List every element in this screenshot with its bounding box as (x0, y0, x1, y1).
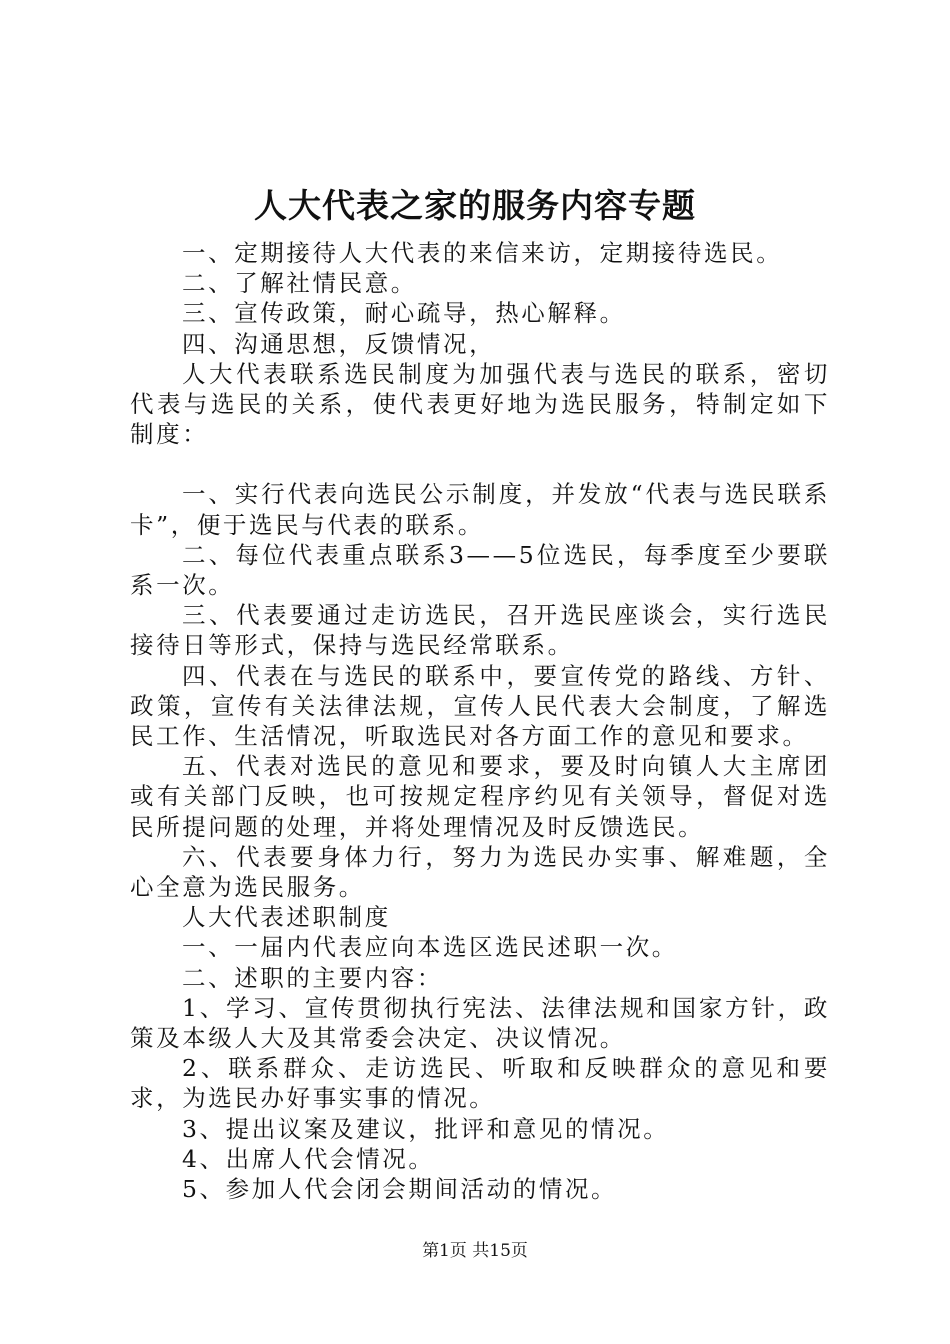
list-item: 2、联系群众、走访选民、听取和反映群众的意见和要求，为选民办好事实事的情况。 (130, 1054, 830, 1113)
document-title: 人大代表之家的服务内容专题 (254, 186, 696, 225)
paragraph: 三、代表要通过走访选民，召开选民座谈会，实行选民接待日等形式，保持与选民经常联系。 (130, 601, 830, 660)
paragraph: 二、述职的主要内容： (182, 963, 443, 992)
paragraph: 五、代表对选民的意见和要求，要及时向镇人大主席团或有关部门反映，也可按规定程序约见有关领导，督促对选民所提问题的处理，并将处理情况及时反馈选民。 (130, 752, 830, 841)
paragraph: 四、代表在与选民的联系中，要宣传党的路线、方针、政策，宣传有关法律法规，宣传人民代表大会制度，了解选民工作、生活情况，听取选民对各方面工作的意见和要求。 (130, 661, 830, 751)
paragraph: 六、代表要身体力行，努力为选民办实事、解难题，全心全意为选民服务。 (130, 842, 830, 902)
paragraph: 人大代表联系选民制度为加强代表与选民的联系，密切代表与选民的关系，使代表更好地为选民服务，特制定如下制度： (130, 359, 830, 449)
paragraph: 二、每位代表重点联系3——5位选民，每季度至少要联系一次。 (130, 540, 830, 600)
paragraph: 四、沟通思想，反馈情况， (182, 329, 496, 358)
list-item: 5、参加人代会闭会期间活动的情况。 (182, 1175, 618, 1204)
list-item: 3、提出议案及建议，批评和意见的情况。 (182, 1114, 670, 1143)
list-item: 4、出席人代会情况。 (182, 1144, 435, 1173)
blank-line (130, 449, 830, 479)
paragraph: 三、宣传政策，耐心疏导，热心解释。 (182, 299, 626, 328)
paragraph: 二、了解社情民意。 (182, 269, 417, 298)
document-body (130, 238, 830, 1204)
page-footer: 第1页 共15页 (422, 1241, 528, 1261)
paragraph: 一、一届内代表应向本选区选民述职一次。 (182, 933, 678, 962)
section-heading: 人大代表述职制度 (182, 903, 391, 932)
paragraph: 一、实行代表向选民公示制度，并发放“代表与选民联系卡”，便于选民与代表的联系。 (130, 480, 830, 539)
list-item: 1、学习、宣传贯彻执行宪法、法律法规和国家方针，政策及本级人大及其常委会决定、决议情况。 (130, 993, 830, 1053)
paragraph: 一、定期接待人大代表的来信来访，定期接待选民。 (182, 239, 783, 267)
